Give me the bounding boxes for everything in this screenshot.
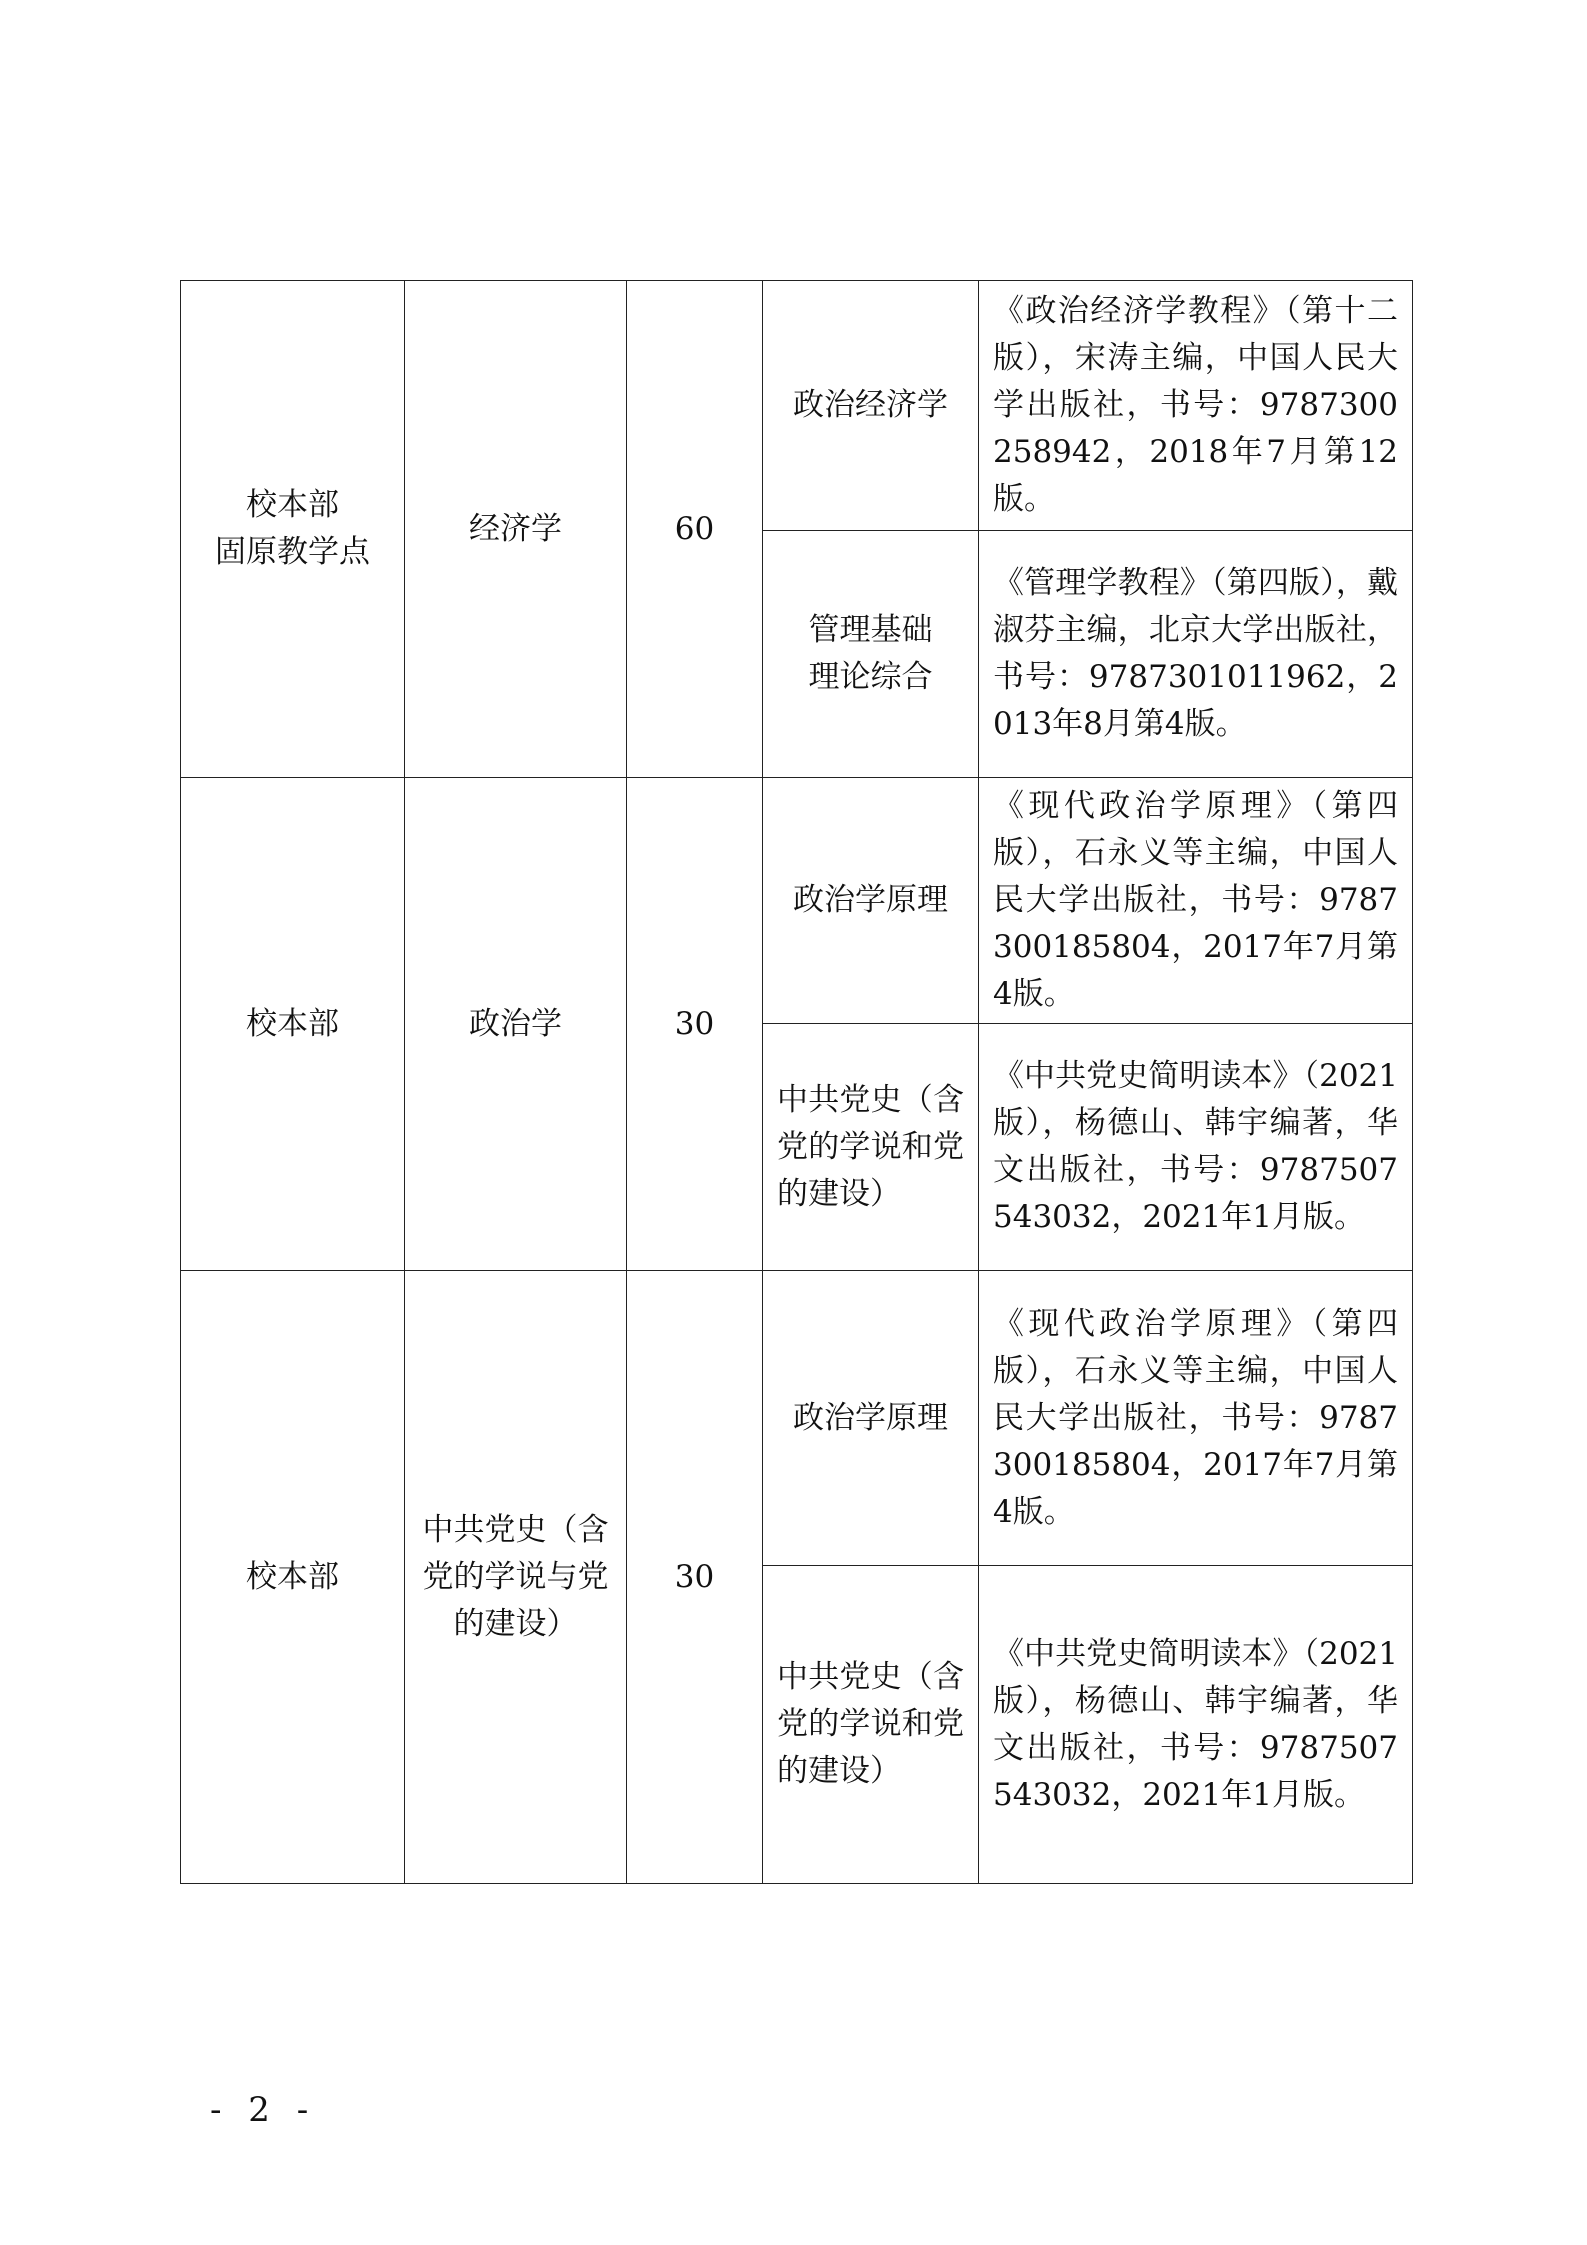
major-cell: 政治学 <box>405 778 627 1271</box>
subject-cell: 政治学原理 <box>763 778 979 1024</box>
campus-cell: 校本部 <box>181 1271 405 1884</box>
page-number: - 2 - <box>210 2090 317 2130</box>
major-cell: 中共党史（含党的学说与党的建设） <box>405 1271 627 1884</box>
reference-book-cell: 《现代政治学原理》（第四版），石永义等主编，中国人民大学出版社，书号：9787300185804，2017年7月第4版。 <box>979 778 1413 1024</box>
reference-book-cell: 《现代政治学原理》（第四版），石永义等主编，中国人民大学出版社，书号：9787300185804，2017年7月第4版。 <box>979 1271 1413 1566</box>
reference-book-cell: 《中共党史简明读本》（2021版），杨德山、韩宇编著，华文出版社，书号：9787507543032，2021年1月版。 <box>979 1024 1413 1271</box>
quota-cell: 30 <box>627 778 763 1271</box>
table-row <box>181 1271 1413 1566</box>
reference-book-cell: 《中共党史简明读本》（2021版），杨德山、韩宇编著，华文出版社，书号：9787507543032，2021年1月版。 <box>979 1566 1413 1884</box>
table-row <box>181 281 1413 531</box>
reference-book-cell: 《政治经济学教程》（第十二版），宋涛主编，中国人民大学出版社，书号：9787300258942，2018年7月第12版。 <box>979 281 1413 531</box>
subject-cell: 管理基础 理论综合 <box>763 531 979 778</box>
subject-cell: 中共党史（含党的学说和党的建设） <box>763 1566 979 1884</box>
campus-cell: 校本部 固原教学点 <box>181 281 405 778</box>
campus-cell: 校本部 <box>181 778 405 1271</box>
major-cell: 经济学 <box>405 281 627 778</box>
table-row <box>181 778 1413 1024</box>
quota-cell: 30 <box>627 1271 763 1884</box>
subject-cell: 政治经济学 <box>763 281 979 531</box>
subject-cell: 中共党史（含党的学说和党的建设） <box>763 1024 979 1271</box>
reference-book-cell: 《管理学教程》（第四版），戴淑芬主编，北京大学出版社，书号：9787301011962，2013年8月第4版。 <box>979 531 1413 778</box>
exam-subjects-table <box>180 280 1413 1884</box>
quota-cell: 60 <box>627 281 763 778</box>
subject-cell: 政治学原理 <box>763 1271 979 1566</box>
